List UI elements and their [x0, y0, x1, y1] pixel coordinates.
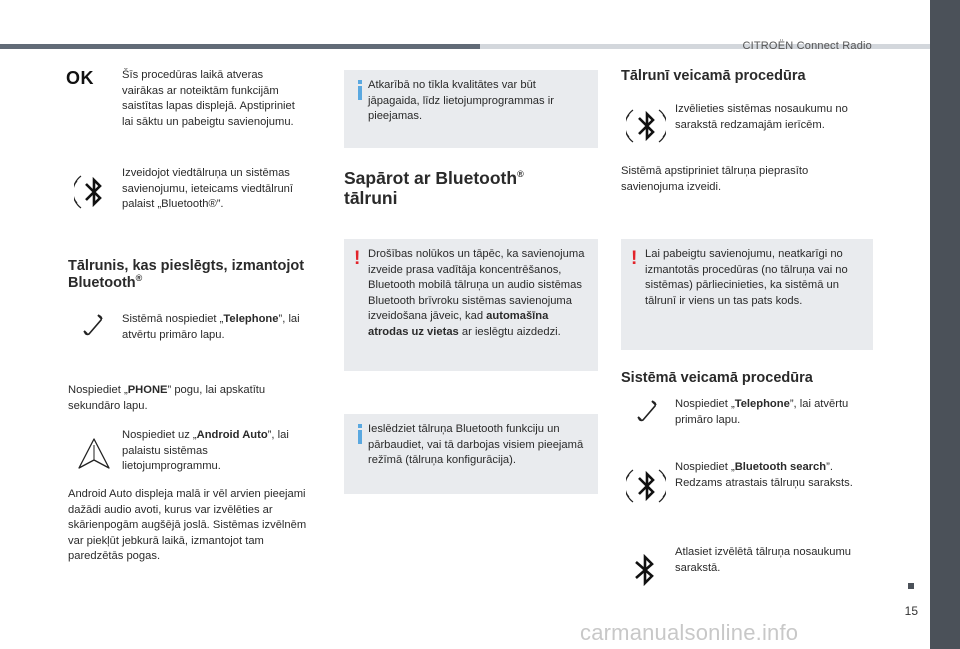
ok-icon: OK [66, 68, 94, 88]
watermark: carmanualsonline.info [580, 620, 799, 645]
info-box-network [344, 70, 598, 148]
warning-icon: ! [631, 248, 638, 269]
android-auto-icon [76, 436, 112, 472]
android-auto-instruction: Nospiediet uz „Android Auto”, lai palaistu sistēmas lietojumprogrammu. [122, 429, 289, 472]
section-heading-phone-procedure: Tālrunī veicamā procedūra [621, 68, 806, 84]
info-icon [354, 80, 366, 100]
phone-button-instruction: Nospiediet „PHONE” pogu, lai apskatītu sekundāro lapu. [68, 384, 266, 412]
bluetooth-icon [626, 104, 666, 148]
telephone-instruction: Sistēmā nospiediet „Telephone”, lai atvērtu primāro lapu. [122, 313, 300, 341]
bluetooth-recommendation: Izveidojot viedtālruņa un sistēmas savienojumu, ieteicams viedtālrunī palaist „Bluetooth®”. [122, 167, 294, 210]
info-box-text: Atkarībā no tīkla kvalitātes var būt jāpagaida, līdz lietojumprogrammas ir pieejamas. [368, 79, 554, 122]
bluetooth-icon [74, 170, 114, 214]
info-icon [354, 424, 366, 444]
confirm-connection-instruction: Sistēmā apstipriniet tālruņa pieprasīto savienojuma izveidi. [621, 165, 809, 193]
warning-box-safety [344, 239, 598, 371]
android-auto-description: Android Auto displeja malā ir vēl arvien pieejami dažādi audio avoti, kurus var izvēlēties ar skārienpogām augšējā joslā. Sistēmas izvēlnēm var piekļūt jebkurā laikā, izmantojot tam paredzētās pogas. [68, 488, 307, 562]
header-rule-dark [0, 44, 480, 49]
warning-box-code [621, 239, 873, 350]
warning-box-text: Drošības nolūkos un tāpēc, ka savienojuma izveide prasa vadītāja koncentrēšanos, Bluetooth mobilā tālruņa un audio sistēmas Bluetooth brīvroku sistēmas savienojuma izveidošana jāveic, kad automašīna atrodas uz vietas ar ieslēgtu aizdedzi. [368, 248, 585, 338]
section-heading-bluetooth-phone: Tālrunis, kas pieslēgts, izmantojot Bluetooth® [68, 258, 305, 291]
section-heading-pair-bluetooth: Sapārot ar Bluetooth® tālruni [344, 168, 524, 208]
bluetooth-icon [630, 552, 660, 588]
info-box-text: Ieslēdziet tālruņa Bluetooth funkciju un pārbaudiet, vai tā darbojas visiem pieejamā režīmā (tālruņa konfigurācija). [368, 423, 584, 466]
warning-box-text: Lai pabeigtu savienojumu, neatkarīgi no izmantotās procedūras (no tālruņa vai no sistēmas) pārliecinieties, ka sistēmā un tālrunī ir viens un tas pats kods. [645, 248, 848, 307]
side-strip [930, 0, 960, 649]
page-continue-marker [908, 583, 914, 589]
brand-title: CITROËN Connect Radio [742, 40, 872, 52]
section-heading-system-procedure: Sistēmā veicamā procedūra [621, 370, 813, 386]
bluetooth-search-icon [626, 464, 666, 508]
phone-handset-icon [80, 312, 106, 338]
system-telephone-instruction: Nospiediet „Telephone”, lai atvērtu primāro lapu. [675, 398, 849, 426]
ok-instruction: Šīs procedūras laikā atveras vairākas ar noteiktām funkcijām saistītas lapas displejā. Apstipriniet lai sāktu un pabeigtu savienojumu. [122, 69, 295, 128]
bluetooth-search-instruction: Nospiediet „Bluetooth search”. Redzams atrastais tālruņu saraksts. [675, 461, 853, 489]
phone-handset-icon [634, 398, 660, 424]
warning-icon: ! [354, 248, 361, 269]
select-phone-instruction: Atlasiet izvēlētā tālruņa nosaukumu sarakstā. [675, 546, 851, 574]
info-box-bluetooth [344, 414, 598, 494]
select-system-instruction: Izvēlieties sistēmas nosaukumu no sarakstā redzamajām ierīcēm. [675, 103, 848, 131]
page-number: 15 [904, 604, 918, 618]
